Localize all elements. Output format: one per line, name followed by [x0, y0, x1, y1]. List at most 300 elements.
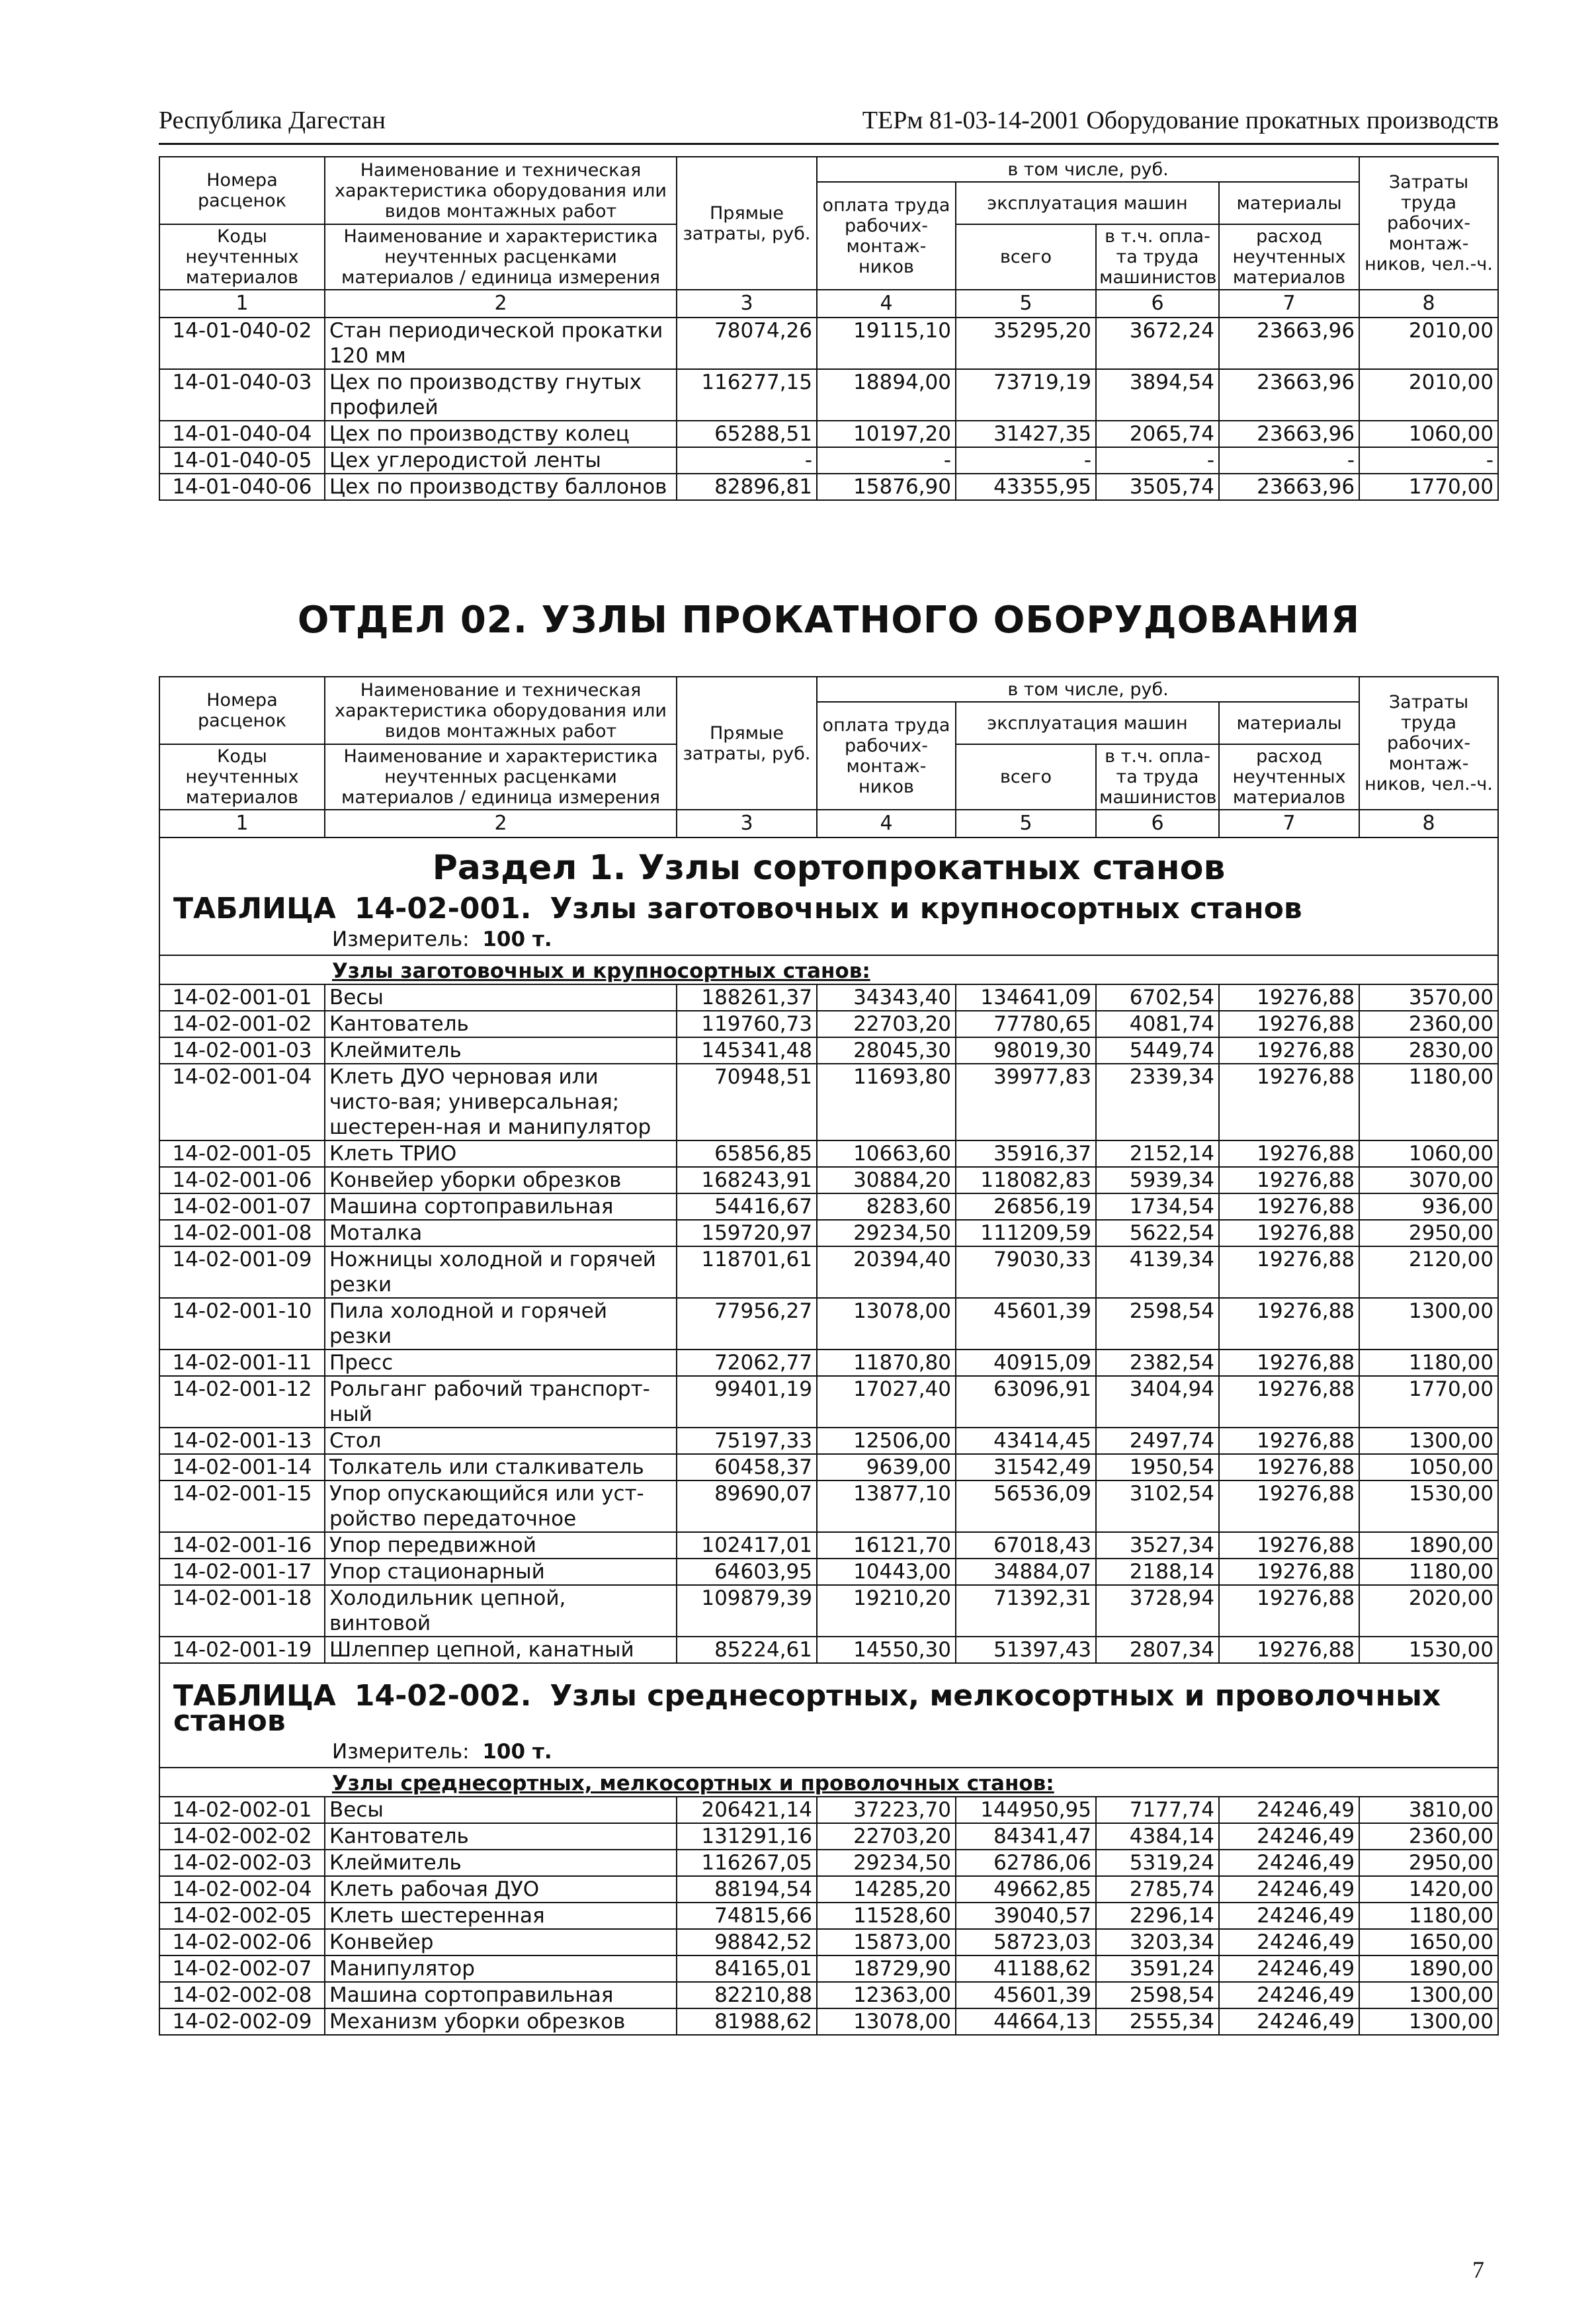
machines-total: 31427,35: [956, 421, 1096, 447]
labor-hours: 1180,00: [1359, 1350, 1498, 1376]
machines-total: 98019,30: [956, 1037, 1096, 1064]
rate-name: Весы: [325, 1797, 677, 1823]
main-rates-table: [159, 676, 1499, 2036]
labor-pay: 29234,50: [817, 1220, 956, 1246]
labor-pay: 18729,90: [817, 1955, 956, 1982]
materials: 24246,49: [1219, 1850, 1359, 1876]
rate-code: 14-02-001-15: [159, 1481, 325, 1532]
machines-total: 35295,20: [956, 318, 1096, 369]
rate-name: Цех углеродистой ленты: [325, 447, 677, 474]
header-material-names: Наименование и характеристика неучтенных расценками материалов / единица измерения: [325, 744, 677, 810]
machinist-pay: 2065,74: [1096, 421, 1219, 447]
table1-code: 14-02-001.: [354, 892, 532, 925]
labor-hours: 1180,00: [1359, 1064, 1498, 1140]
rate-code: 14-02-001-01: [159, 984, 325, 1011]
materials: 24246,49: [1219, 1982, 1359, 2008]
direct-costs: 64603,95: [677, 1559, 817, 1585]
rate-name: Клеть рабочая ДУО: [325, 1876, 677, 1903]
machines-total: -: [956, 447, 1096, 474]
labor-hours: 1530,00: [1359, 1637, 1498, 1663]
rate-name: Цех по производству гнутых профилей: [325, 369, 677, 421]
rate-name: Механизм уборки обрезков: [325, 2008, 677, 2035]
machines-total: 45601,39: [956, 1982, 1096, 2008]
machinist-pay: 1950,54: [1096, 1454, 1219, 1481]
direct-costs: 159720,97: [677, 1220, 817, 1246]
machinist-pay: 3591,24: [1096, 1955, 1219, 1982]
labor-pay: 11528,60: [817, 1903, 956, 1929]
rate-name: Весы: [325, 984, 677, 1011]
machinist-pay: 2598,54: [1096, 1298, 1219, 1350]
labor-hours: 1300,00: [1359, 1982, 1498, 2008]
labor-pay: 22703,20: [817, 1011, 956, 1037]
rate-code: 14-02-001-13: [159, 1428, 325, 1454]
machines-total: 40915,09: [956, 1350, 1096, 1376]
rate-name: Рольганг рабочий транспорт-ный: [325, 1376, 677, 1428]
labor-hours: 936,00: [1359, 1193, 1498, 1220]
rate-code: 14-02-002-06: [159, 1929, 325, 1955]
machines-total: 58723,03: [956, 1929, 1096, 1955]
column-number: 1: [159, 290, 325, 318]
table-row: [159, 1140, 1498, 1167]
machinist-pay: 4081,74: [1096, 1011, 1219, 1037]
rate-name: Машина сортоправильная: [325, 1982, 677, 2008]
materials: -: [1219, 447, 1359, 474]
machinist-pay: 2152,14: [1096, 1140, 1219, 1167]
rate-name: Манипулятор: [325, 1955, 677, 1982]
direct-costs: 116267,05: [677, 1850, 817, 1876]
table-row: [159, 1955, 1498, 1982]
labor-hours: 2360,00: [1359, 1011, 1498, 1037]
labor-pay: 14550,30: [817, 1637, 956, 1663]
table-row: [159, 1797, 1498, 1823]
table2-code: 14-02-002.: [354, 1679, 532, 1713]
direct-costs: 131291,16: [677, 1823, 817, 1850]
labor-hours: 1050,00: [1359, 1454, 1498, 1481]
machinist-pay: 2598,54: [1096, 1982, 1219, 2008]
machinist-pay: 2296,14: [1096, 1903, 1219, 1929]
table1-label: ТАБЛИЦА: [173, 892, 336, 925]
machines-total: 118082,83: [956, 1167, 1096, 1193]
table-row: [159, 1350, 1498, 1376]
direct-costs: 85224,61: [677, 1637, 817, 1663]
rate-code: 14-02-002-05: [159, 1903, 325, 1929]
labor-pay: 28045,30: [817, 1037, 956, 1064]
materials: 19276,88: [1219, 1376, 1359, 1428]
machinist-pay: 3527,34: [1096, 1532, 1219, 1559]
table2-group-label: Узлы среднесортных, мелкосортных и проволочных станов:: [332, 1772, 1054, 1795]
header-machinist-pay: в т.ч. опла-та труда машинистов: [1096, 744, 1219, 810]
rate-code: 14-02-002-03: [159, 1850, 325, 1876]
materials: 24246,49: [1219, 1797, 1359, 1823]
materials: 19276,88: [1219, 1037, 1359, 1064]
table-row: [159, 1246, 1498, 1298]
table-row: [159, 1428, 1498, 1454]
page-number: 7: [1472, 2256, 1484, 2283]
header-labor-pay: оплата труда рабочих-монтаж-ников: [817, 182, 956, 290]
header-materials: материалы: [1219, 182, 1359, 224]
machinist-pay: 3203,34: [1096, 1929, 1219, 1955]
rate-code: 14-02-001-14: [159, 1454, 325, 1481]
direct-costs: 74815,66: [677, 1903, 817, 1929]
materials: 24246,49: [1219, 2008, 1359, 2035]
rate-name: Кантователь: [325, 1011, 677, 1037]
machinist-pay: 2188,14: [1096, 1559, 1219, 1585]
rate-name: Клеймитель: [325, 1850, 677, 1876]
direct-costs: 99401,19: [677, 1376, 817, 1428]
rate-name: Конвейер: [325, 1929, 677, 1955]
column-number: 7: [1219, 810, 1359, 837]
materials: 19276,88: [1219, 1193, 1359, 1220]
labor-hours: 1420,00: [1359, 1876, 1498, 1903]
machines-total: 26856,19: [956, 1193, 1096, 1220]
header-labor-hours: Затраты труда рабочих-монтаж-ников, чел.-ч.: [1359, 157, 1498, 290]
direct-costs: 118701,61: [677, 1246, 817, 1298]
labor-pay: 13877,10: [817, 1481, 956, 1532]
labor-hours: 1770,00: [1359, 474, 1498, 500]
rate-name: Цех по производству баллонов: [325, 474, 677, 500]
direct-costs: 168243,91: [677, 1167, 817, 1193]
machines-total: 35916,37: [956, 1140, 1096, 1167]
direct-costs: -: [677, 447, 817, 474]
table-row: [159, 369, 1498, 421]
table-row: [159, 1850, 1498, 1876]
machines-total: 84341,47: [956, 1823, 1096, 1850]
labor-pay: 22703,20: [817, 1823, 956, 1850]
machines-total: 44664,13: [956, 2008, 1096, 2035]
table-row: [159, 1903, 1498, 1929]
direct-costs: 109879,39: [677, 1585, 817, 1637]
table-row: [159, 1064, 1498, 1140]
header-material-codes: Коды неучтенных материалов: [159, 224, 325, 290]
machinist-pay: 2339,34: [1096, 1064, 1219, 1140]
materials: 19276,88: [1219, 1559, 1359, 1585]
table-header: [159, 677, 1498, 837]
direct-costs: 65856,85: [677, 1140, 817, 1167]
table-row: [159, 1298, 1498, 1350]
rate-code: 14-02-001-12: [159, 1376, 325, 1428]
labor-hours: -: [1359, 447, 1498, 474]
machinist-pay: 4384,14: [1096, 1823, 1219, 1850]
labor-pay: 14285,20: [817, 1876, 956, 1903]
labor-hours: 2950,00: [1359, 1220, 1498, 1246]
machines-total: 134641,09: [956, 984, 1096, 1011]
labor-pay: 15876,90: [817, 474, 956, 500]
header-machinist-pay: в т.ч. опла-та труда машинистов: [1096, 224, 1219, 290]
materials: 19276,88: [1219, 1350, 1359, 1376]
materials: 19276,88: [1219, 1298, 1359, 1350]
top-rows: [159, 318, 1498, 500]
header-rate-numbers: Номера расценок: [159, 677, 325, 744]
rate-code: 14-02-002-04: [159, 1876, 325, 1903]
table-row: [159, 1167, 1498, 1193]
machinist-pay: 2555,34: [1096, 2008, 1219, 2035]
machinist-pay: 1734,54: [1096, 1193, 1219, 1220]
rate-code: 14-02-001-18: [159, 1585, 325, 1637]
labor-hours: 1300,00: [1359, 1298, 1498, 1350]
machinist-pay: 2807,34: [1096, 1637, 1219, 1663]
labor-pay: 16121,70: [817, 1532, 956, 1559]
direct-costs: 82896,81: [677, 474, 817, 500]
table-row: [159, 1559, 1498, 1585]
header-rule: [159, 143, 1499, 145]
rate-name: Клеймитель: [325, 1037, 677, 1064]
header-machines: эксплуатация машин: [956, 702, 1219, 744]
header-material-use: расход неучтенных материалов: [1219, 744, 1359, 810]
labor-pay: 34343,40: [817, 984, 956, 1011]
materials: 19276,88: [1219, 1220, 1359, 1246]
rate-code: 14-02-001-02: [159, 1011, 325, 1037]
materials: 24246,49: [1219, 1876, 1359, 1903]
unit-label: Измеритель:: [332, 1740, 470, 1764]
table1-rows: [159, 984, 1498, 1663]
section-title: Раздел 1. Узлы сортопрокатных станов: [432, 848, 1226, 888]
header-direct-costs: Прямые затраты, руб.: [677, 157, 817, 290]
table1-name: Узлы заготовочных и крупносортных станов: [550, 892, 1302, 925]
machinist-pay: 6702,54: [1096, 984, 1219, 1011]
machinist-pay: 2497,74: [1096, 1428, 1219, 1454]
labor-hours: 1060,00: [1359, 421, 1498, 447]
rate-code: 14-02-001-09: [159, 1246, 325, 1298]
direct-costs: 65288,51: [677, 421, 817, 447]
machines-total: 31542,49: [956, 1454, 1096, 1481]
machines-total: 71392,31: [956, 1585, 1096, 1637]
labor-pay: 37223,70: [817, 1797, 956, 1823]
materials: 23663,96: [1219, 474, 1359, 500]
table-row: [159, 1454, 1498, 1481]
labor-hours: 1060,00: [1359, 1140, 1498, 1167]
labor-pay: 20394,40: [817, 1246, 956, 1298]
machinist-pay: 3728,94: [1096, 1585, 1219, 1637]
header-material-codes: Коды неучтенных материалов: [159, 744, 325, 810]
labor-pay: 18894,00: [817, 369, 956, 421]
labor-pay: 13078,00: [817, 1298, 956, 1350]
materials: 19276,88: [1219, 984, 1359, 1011]
column-number: 5: [956, 810, 1096, 837]
labor-hours: 2010,00: [1359, 318, 1498, 369]
materials: 24246,49: [1219, 1955, 1359, 1982]
header-direct-costs: Прямые затраты, руб.: [677, 677, 817, 810]
machinist-pay: -: [1096, 447, 1219, 474]
header-machines-total: всего: [956, 744, 1096, 810]
labor-hours: 2830,00: [1359, 1037, 1498, 1064]
table2-unit: [160, 1739, 1497, 1767]
rate-name: Конвейер уборки обрезков: [325, 1167, 677, 1193]
direct-costs: 54416,67: [677, 1193, 817, 1220]
materials: 23663,96: [1219, 369, 1359, 421]
machinist-pay: 2382,54: [1096, 1350, 1219, 1376]
materials: 19276,88: [1219, 1585, 1359, 1637]
rate-code: 14-01-040-03: [159, 369, 325, 421]
labor-hours: 1530,00: [1359, 1481, 1498, 1532]
table-row: [159, 1037, 1498, 1064]
direct-costs: 145341,48: [677, 1037, 817, 1064]
rate-code: 14-01-040-02: [159, 318, 325, 369]
machines-total: 43414,45: [956, 1428, 1096, 1454]
table-row: [159, 1376, 1498, 1428]
main-table-body: [159, 837, 1498, 984]
header-rate-numbers: Номера расценок: [159, 157, 325, 224]
header-materials: материалы: [1219, 702, 1359, 744]
labor-pay: 12506,00: [817, 1428, 956, 1454]
rate-name: Клеть ТРИО: [325, 1140, 677, 1167]
table-row: [159, 2008, 1498, 2035]
materials: 19276,88: [1219, 1167, 1359, 1193]
table-row: [159, 1481, 1498, 1532]
header-machines-total: всего: [956, 224, 1096, 290]
column-number: 6: [1096, 290, 1219, 318]
rate-code: 14-02-002-07: [159, 1955, 325, 1982]
rate-code: 14-02-002-08: [159, 1982, 325, 2008]
materials: 19276,88: [1219, 1532, 1359, 1559]
column-number: 1: [159, 810, 325, 837]
machines-total: 39977,83: [956, 1064, 1096, 1140]
labor-hours: 1300,00: [1359, 2008, 1498, 2035]
materials: 19276,88: [1219, 1428, 1359, 1454]
rate-name: Толкатель или сталкиватель: [325, 1454, 677, 1481]
direct-costs: 81988,62: [677, 2008, 817, 2035]
direct-costs: 188261,37: [677, 984, 817, 1011]
materials: 19276,88: [1219, 1454, 1359, 1481]
table2-heading: [159, 1663, 1498, 1797]
running-header: [159, 106, 1499, 139]
rate-name: Цех по производству колец: [325, 421, 677, 447]
table-row: [159, 1929, 1498, 1955]
column-number: 8: [1359, 290, 1498, 318]
labor-hours: 1300,00: [1359, 1428, 1498, 1454]
machines-total: 63096,91: [956, 1376, 1096, 1428]
rate-name: Стан периодической прокатки 120 мм: [325, 318, 677, 369]
labor-pay: -: [817, 447, 956, 474]
rate-name: Упор стационарный: [325, 1559, 677, 1585]
machinist-pay: 5939,34: [1096, 1167, 1219, 1193]
machines-total: 51397,43: [956, 1637, 1096, 1663]
rate-name: Холодильник цепной, винтовой: [325, 1585, 677, 1637]
rate-name: Пресс: [325, 1350, 677, 1376]
labor-hours: 1770,00: [1359, 1376, 1498, 1428]
rate-code: 14-02-001-17: [159, 1559, 325, 1585]
top-rates-table: [159, 156, 1499, 501]
materials: 24246,49: [1219, 1823, 1359, 1850]
column-number: 5: [956, 290, 1096, 318]
table-row: [159, 1982, 1498, 2008]
labor-pay: 11693,80: [817, 1064, 956, 1140]
rate-name: Моталка: [325, 1220, 677, 1246]
rate-name: Машина сортоправильная: [325, 1193, 677, 1220]
column-number: 8: [1359, 810, 1498, 837]
materials: 23663,96: [1219, 421, 1359, 447]
direct-costs: 82210,88: [677, 1982, 817, 2008]
machinist-pay: 5449,74: [1096, 1037, 1219, 1064]
department-title: ОТДЕЛ 02. УЗЛЫ ПРОКАТНОГО ОБОРУДОВАНИЯ: [297, 599, 1361, 642]
machines-total: 73719,19: [956, 369, 1096, 421]
labor-hours: 1180,00: [1359, 1559, 1498, 1585]
machines-total: 77780,65: [956, 1011, 1096, 1037]
rate-name: Клеть ДУО черновая или чисто-вая; универсальная; шестерен-ная и манипулятор: [325, 1064, 677, 1140]
machines-total: 34884,07: [956, 1559, 1096, 1585]
rate-code: 14-01-040-04: [159, 421, 325, 447]
unit-label: Измеритель:: [332, 927, 470, 951]
labor-hours: 2020,00: [1359, 1585, 1498, 1637]
machines-total: 49662,85: [956, 1876, 1096, 1903]
rate-name: Ножницы холодной и горячей резки: [325, 1246, 677, 1298]
labor-pay: 12363,00: [817, 1982, 956, 2008]
direct-costs: 78074,26: [677, 318, 817, 369]
machines-total: 144950,95: [956, 1797, 1096, 1823]
table1-group-block: [159, 955, 1498, 984]
table2-title-block: [159, 1663, 1498, 1768]
table2-title: [160, 1664, 1497, 1739]
rate-code: 14-02-001-03: [159, 1037, 325, 1064]
machinist-pay: 3672,24: [1096, 318, 1219, 369]
machines-total: 62786,06: [956, 1850, 1096, 1876]
table-row: [159, 447, 1498, 474]
materials: 23663,96: [1219, 318, 1359, 369]
rate-code: 14-02-001-04: [159, 1064, 325, 1140]
labor-hours: 2360,00: [1359, 1823, 1498, 1850]
table-row: [159, 1637, 1498, 1663]
machinist-pay: 4139,34: [1096, 1246, 1219, 1298]
machines-total: 41188,62: [956, 1955, 1096, 1982]
materials: 19276,88: [1219, 1140, 1359, 1167]
table-row: [159, 1193, 1498, 1220]
machines-total: 79030,33: [956, 1246, 1096, 1298]
machines-total: 43355,95: [956, 474, 1096, 500]
machinist-pay: 2785,74: [1096, 1876, 1219, 1903]
table1-unit: [160, 927, 1497, 955]
machinist-pay: 3505,74: [1096, 474, 1219, 500]
table1-group-label: Узлы заготовочных и крупносортных станов:: [332, 959, 870, 983]
table-row: [159, 984, 1498, 1011]
header-including: в том числе, руб.: [817, 157, 1359, 182]
direct-costs: 75197,33: [677, 1428, 817, 1454]
rate-code: 14-02-002-09: [159, 2008, 325, 2035]
header-labor-hours: Затраты труда рабочих-монтаж-ников, чел.-ч.: [1359, 677, 1498, 810]
table-row: [159, 1011, 1498, 1037]
header-labor-pay: оплата труда рабочих-монтаж-ников: [817, 702, 956, 810]
labor-hours: 3810,00: [1359, 1797, 1498, 1823]
table-row: [159, 421, 1498, 447]
labor-pay: 11870,80: [817, 1350, 956, 1376]
machinist-pay: 3102,54: [1096, 1481, 1219, 1532]
labor-pay: 9639,00: [817, 1454, 956, 1481]
rate-code: 14-02-001-16: [159, 1532, 325, 1559]
materials: 19276,88: [1219, 1481, 1359, 1532]
running-header-region: Республика Дагестан: [159, 107, 386, 134]
labor-hours: 3070,00: [1359, 1167, 1498, 1193]
rate-code: 14-02-001-05: [159, 1140, 325, 1167]
unit-value: 100 т.: [482, 1740, 552, 1764]
direct-costs: 70948,51: [677, 1064, 817, 1140]
labor-pay: 10197,20: [817, 421, 956, 447]
column-number: 2: [325, 290, 677, 318]
table1-title: [160, 892, 1497, 927]
table-row: [159, 1220, 1498, 1246]
rate-code: 14-02-001-07: [159, 1193, 325, 1220]
rate-name: Упор опускающийся или уст-ройство передаточное: [325, 1481, 677, 1532]
rate-code: 14-02-001-11: [159, 1350, 325, 1376]
unit-value: 100 т.: [482, 927, 552, 951]
direct-costs: 72062,77: [677, 1350, 817, 1376]
labor-hours: 1650,00: [1359, 1929, 1498, 1955]
labor-pay: 19210,20: [817, 1585, 956, 1637]
table2-name: Узлы среднесортных, мелкосортных и проволочных станов: [173, 1679, 1441, 1738]
table-row: [159, 318, 1498, 369]
labor-pay: 29234,50: [817, 1850, 956, 1876]
labor-pay: 15873,00: [817, 1929, 956, 1955]
table-row: [159, 1585, 1498, 1637]
machinist-pay: 3404,94: [1096, 1376, 1219, 1428]
direct-costs: 98842,52: [677, 1929, 817, 1955]
